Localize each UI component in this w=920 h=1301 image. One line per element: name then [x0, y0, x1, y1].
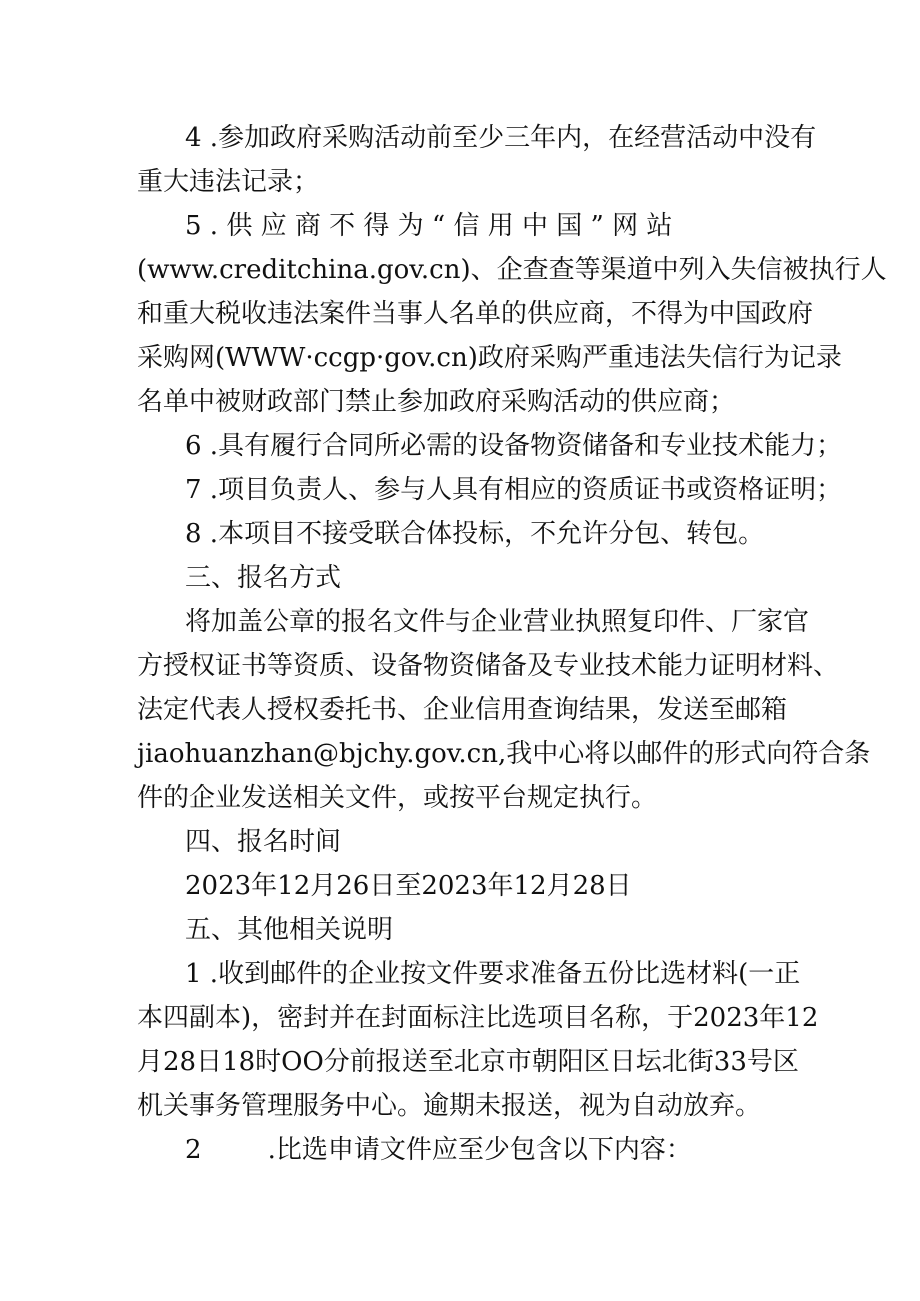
- note-1-line-4: 机关事务管理服务中心。逾期未报送，视为自动放弃。: [137, 1091, 762, 1121]
- note-1-line-2: 本四副本)，密封并在封面标注比选项目名称，于2023年12: [137, 1003, 819, 1033]
- item-8: 8 .本项目不接受联合体投标，不允许分包、转包。: [185, 519, 765, 549]
- note-2: 2 .比选申请文件应至少包含以下内容：: [185, 1135, 692, 1165]
- item-5-line-3: 和重大税收违法案件当事人名单的供应商，不得为中国政府: [137, 299, 814, 329]
- note-1-line-3: 月28日18时OO分前报送至北京市朝阳区日坛北街33号区: [137, 1047, 799, 1077]
- section-3-line-2: 方授权证书等资质、设备物资储备及专业技术能力证明材料、: [137, 651, 840, 681]
- item-5-line-4: 采购网(WWW·ccgp·gov.cn)政府采购严重违法失信行为记录: [137, 343, 842, 373]
- section-3-line-5: 件的企业发送相关文件，或按平台规定执行。: [137, 783, 658, 813]
- item-6: 6 .具有履行合同所必需的设备物资储备和专业技术能力；: [185, 431, 843, 461]
- section-3-line-3: 法定代表人授权委托书、企业信用查询结果，发送至邮箱: [137, 695, 788, 725]
- registration-period: 2023年12月26日至2023年12月28日: [185, 871, 632, 901]
- item-5-line-5: 名单中被财政部门禁止参加政府采购活动的供应商；: [137, 387, 736, 417]
- note-1-line-1: 1 .收到邮件的企业按文件要求准备五份比选材料(一正: [185, 959, 801, 989]
- section-3-line-1: 将加盖公章的报名文件与企业营业执照复印件、厂家官: [185, 607, 810, 637]
- section-3-line-4: jiaohuanzhan@bjchy.gov.cn,我中心将以邮件的形式向符合条: [137, 739, 871, 769]
- item-4-line-2: 重大违法记录；: [137, 167, 320, 197]
- section-5-heading: 五、其他相关说明: [185, 915, 394, 945]
- section-3-heading: 三、报名方式: [185, 563, 342, 593]
- item-4-line-1: 4 .参加政府采购活动前至少三年内，在经营活动中没有: [185, 123, 817, 153]
- item-7: 7 .项目负责人、参与人具有相应的资质证书或资格证明；: [185, 475, 843, 505]
- item-5-line-2: (www.creditchina.gov.cn)、企查查等渠道中列入失信被执行人: [137, 255, 887, 285]
- item-5-line-1: 5 . 供 应 商 不 得 为 “ 信 用 中 国 ” 网 站: [185, 211, 673, 241]
- section-4-heading: 四、报名时间: [185, 827, 342, 857]
